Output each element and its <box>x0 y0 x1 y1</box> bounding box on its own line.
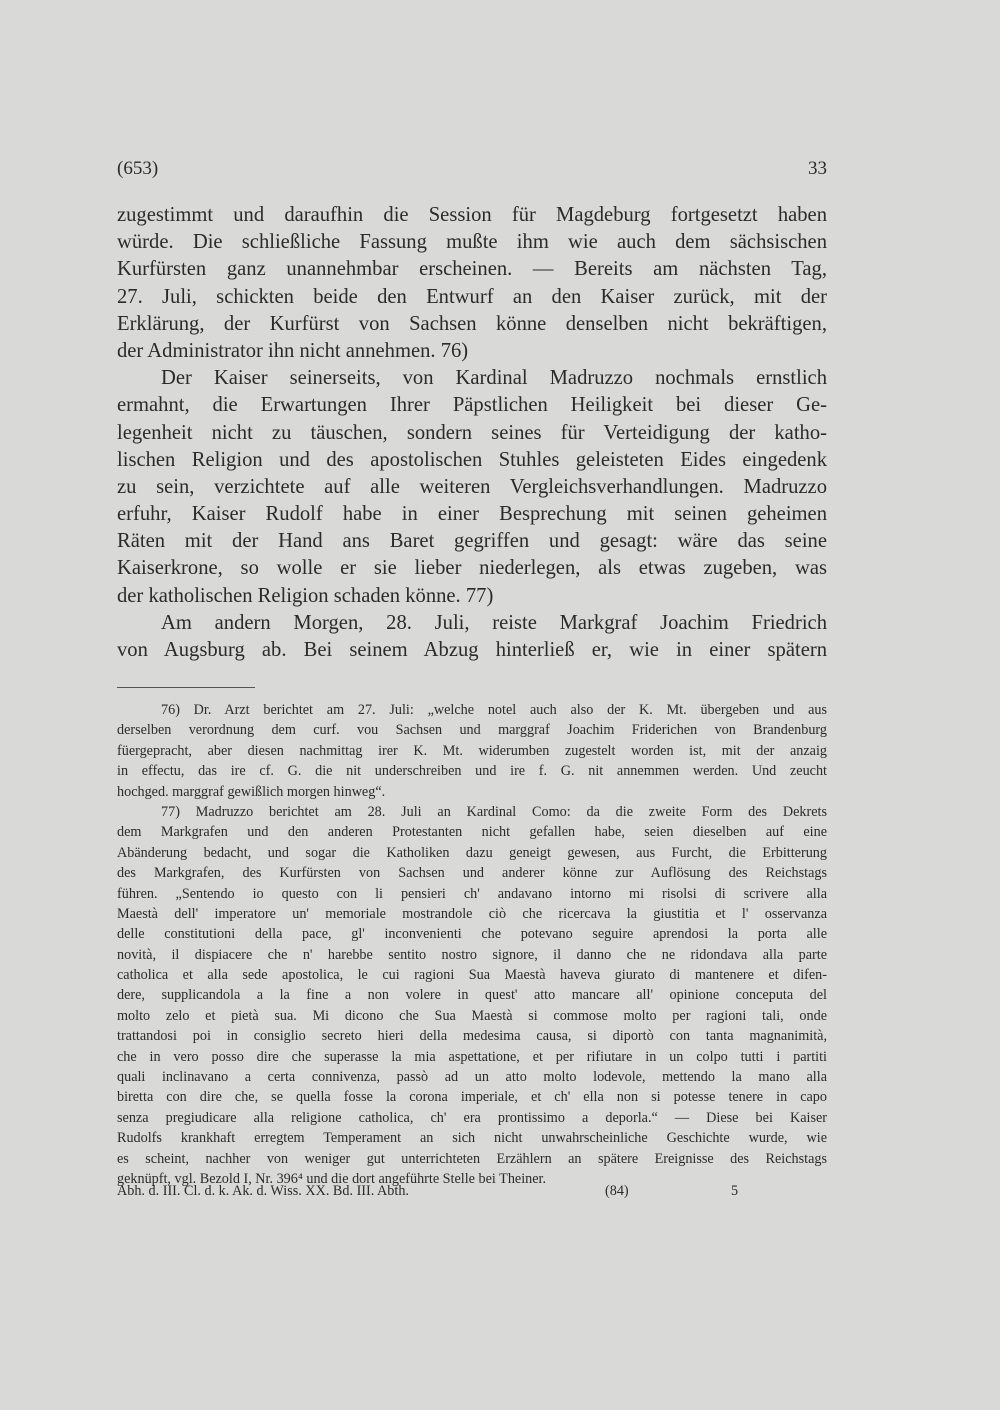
series-title: Abh. d. III. Cl. d. k. Ak. d. Wiss. XX. Bd. III. Abth. <box>117 1183 409 1199</box>
text-line: zugestimmt und daraufhin die Session für Magdeburg fortgesetzt haben <box>117 204 827 226</box>
text-line: der katholischen Religion schaden könne. 77) <box>117 584 494 607</box>
footnote-line: Rudolfs krankhaft erregtem Temperament an sich nicht unwahrscheinliche Geschichte wurde, wie <box>117 1130 827 1147</box>
footnote-line: derselben verordnung dem curf. vou Sachsen und marggraf Joachim Friderichen von Brandenburg <box>117 722 827 739</box>
footnote-line: es scheint, nachher von weniger gut unterrichteten Erzählern an spätere Ereignisse des Reichstags <box>117 1150 827 1167</box>
footnotes <box>117 700 827 1189</box>
footnote-line: dem Markgrafen und den anderen Protestanten nicht gefallen habe, seien dieselben auf eine <box>117 824 827 841</box>
text-line: zu sein, verzichtete auf alle weiteren Vergleichsverhandlungen. Madruzzo <box>117 475 827 498</box>
text-line: ermahnt, die Erwartungen Ihrer Päpstlichen Heiligkeit bei dieser Ge- <box>117 394 827 417</box>
footnote-line: 76) Dr. Arzt berichtet am 27. Juli: „welche notel auch also der K. Mt. übergeben und aus <box>161 702 827 718</box>
text-line: erfuhr, Kaiser Rudolf habe in einer Besprechung mit seinen geheimen <box>117 503 827 526</box>
footnote-line: hochged. marggraf gewißlich morgen hinweg“. <box>117 783 386 800</box>
text-line: Am andern Morgen, 28. Juli, reiste Markgraf Joachim Friedrich <box>161 611 827 634</box>
text-line: 27. Juli, schickten beide den Entwurf an den Kaiser zurück, mit der <box>117 285 827 308</box>
main-text <box>117 202 827 664</box>
footnote-line: senza pregiudicare alla religione catholica, ch' era prontissimo a deporla.“ — Diese bei Kaiser <box>117 1109 827 1126</box>
footnote-line: che in vero posso dire che superasse la mia aspettatione, et per rifiutare in un colpo tutti i partiti <box>117 1048 827 1065</box>
signature-footer <box>117 1183 827 1203</box>
footnote-line: quali inclinavano a certa connivenza, passò ad un atto molto lodevole, mettendo la mano alla <box>117 1069 827 1086</box>
bracketed-page-number: (653) <box>117 158 159 179</box>
text-line: Erklärung, der Kurfürst von Sachsen könne denselben nicht bekräftigen, <box>117 312 827 335</box>
page-number: 33 <box>808 158 827 179</box>
series-number: (84) <box>605 1183 629 1199</box>
text-line: von Augsburg ab. Bei seinem Abzug hinterließ er, wie in einer spätern <box>117 639 827 661</box>
text-line: Kurfürsten ganz unannehmbar erscheinen. — Bereits am nächsten Tag, <box>117 258 827 281</box>
footnote-line: delle constitutioni della pace, gl' inconvenienti che potevano seguire aprendosi la porta alle <box>117 926 827 943</box>
footnote-line: führen. „Sentendo io questo con li pensieri ch' andavano intorno mi risolsi di scrivere alla <box>117 885 827 902</box>
text-line: lischen Religion und des apostolischen Stuhles geleisteten Eides eingedenk <box>117 448 827 471</box>
text-line: Der Kaiser seinerseits, von Kardinal Madruzzo nochmals ernstlich <box>161 367 827 390</box>
footnote-line: 77) Madruzzo berichtet am 28. Juli an Kardinal Como: da die zweite Form des Dekrets <box>161 803 827 820</box>
text-line: Kaiserkrone, so wolle er sie lieber niederlegen, als etwas zugeben, was <box>117 557 827 580</box>
sheet-signature: 5 <box>731 1183 739 1199</box>
footnote-rule <box>117 687 255 688</box>
footnote-line: füergepracht, aber diesen nachmittag irer K. Mt. widerumben zugestelt worden ist, mit der anzaig <box>117 742 827 759</box>
running-header <box>117 158 827 182</box>
footnote-line: Maestà dell' imperatore un' memoriale mostrandole ciò che ricercava la giustitia et l' osservanza <box>117 905 827 922</box>
footnote-line: geknüpft, vgl. Bezold I, Nr. 396⁴ und die dort angeführte Stelle bei Theiner. <box>117 1170 547 1187</box>
footnote-line: Abänderung bedacht, und sogar die Katholiken dazu geneigt gewesen, aus Furcht, die Erbitterung <box>117 844 827 861</box>
footnote-line: biretta con dire che, se quella fosse la corona imperiale, et ch' ella non si potesse tenere in capo <box>117 1089 827 1106</box>
footnote-line: des Markgrafen, des Kurfürsten von Sachsen und anderer könne zur Auflösung des Reichstags <box>117 865 827 882</box>
footnote-line: catholica et alla sede apostolica, le cui ragioni Sua Maestà haveva giurato di mantenere et difen- <box>117 967 827 984</box>
text-line: legenheit nicht zu täuschen, sondern seines für Verteidigung der katho- <box>117 421 827 444</box>
footnote-line: in effectu, das ire cf. G. die nit underschreiben und ire f. G. nit annemmen werden. Und zeucht <box>117 763 827 780</box>
text-line: Räten mit der Hand ans Baret gegriffen und gesagt: wäre das seine <box>117 530 827 553</box>
footnote-line: trattandosi poi in consiglio secreto hieri della medesima causa, si diportò con tanta magnanimità, <box>117 1028 827 1045</box>
text-line: würde. Die schließliche Fassung mußte ihm wie auch dem sächsischen <box>117 231 827 254</box>
footnote-line: novità, il dispiacere che n' harebbe sentito nostro signore, il danno che ne ridondava alla parte <box>117 946 827 963</box>
footnote-line: molto zelo et pietà sua. Mi dicono che Sua Maestà si commose molto per ragioni tali, onde <box>117 1007 827 1024</box>
footnote-line: dere, supplicandola a la fine a non volere in quest' atto mancare all' opinione conceputa del <box>117 987 827 1004</box>
text-line: der Administrator ihn nicht annehmen. 76) <box>117 339 469 362</box>
